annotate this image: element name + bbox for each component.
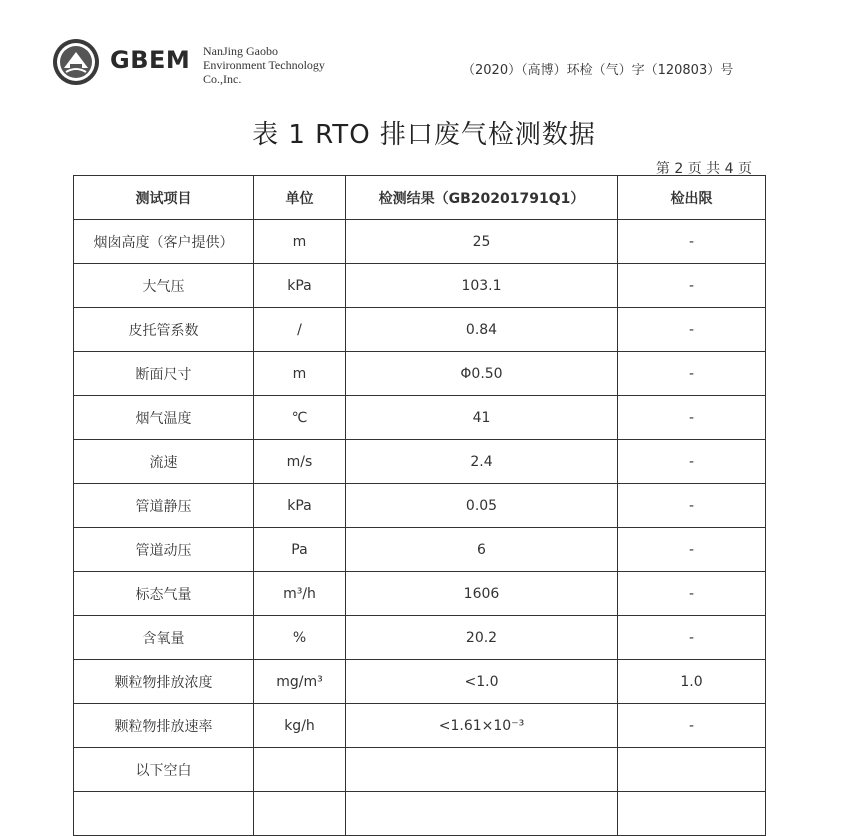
header-cell: 检测结果（GB20201791Q1） [346, 176, 618, 220]
table-cell: - [618, 352, 766, 396]
data-table [73, 175, 766, 836]
table-cell: <1.61×10⁻³ [346, 704, 618, 748]
table-cell: ℃ [254, 396, 346, 440]
table-cell: 2.4 [346, 440, 618, 484]
table-cell: / [254, 308, 346, 352]
header-cell: 测试项目 [74, 176, 254, 220]
table-cell [254, 792, 346, 836]
table-cell [618, 792, 766, 836]
table-cell: - [618, 572, 766, 616]
table-cell: - [618, 396, 766, 440]
table-cell [74, 792, 254, 836]
table-row [74, 484, 766, 528]
table-cell: 25 [346, 220, 618, 264]
company-line: NanJing Gaobo [203, 44, 278, 58]
table-row [74, 220, 766, 264]
table-cell: - [618, 528, 766, 572]
table-cell [618, 748, 766, 792]
brand-name: GBEM [110, 46, 191, 74]
table-cell: 1606 [346, 572, 618, 616]
table-row [74, 572, 766, 616]
table-cell: Pa [254, 528, 346, 572]
table-cell: 大气压 [74, 264, 254, 308]
table-row [74, 660, 766, 704]
table-cell: mg/m³ [254, 660, 346, 704]
table-row [74, 396, 766, 440]
table-cell: - [618, 440, 766, 484]
table-header-row [74, 176, 766, 220]
table-row [74, 616, 766, 660]
table-cell: 颗粒物排放速率 [74, 704, 254, 748]
table-cell: kPa [254, 264, 346, 308]
company-line: Environment Technology [203, 58, 325, 72]
table-cell: 103.1 [346, 264, 618, 308]
company-name [203, 44, 325, 86]
table-cell: 0.05 [346, 484, 618, 528]
table-cell: 管道静压 [74, 484, 254, 528]
table-cell: Φ0.50 [346, 352, 618, 396]
table-cell: - [618, 484, 766, 528]
table-row [74, 704, 766, 748]
table-cell: 烟囱高度（客户提供） [74, 220, 254, 264]
page-title: 表 1 RTO 排口废气检测数据 [252, 120, 596, 150]
table-cell: 管道动压 [74, 528, 254, 572]
table-cell [346, 748, 618, 792]
header-cell: 单位 [254, 176, 346, 220]
table-cell: 41 [346, 396, 618, 440]
header-cell: 检出限 [618, 176, 766, 220]
table-cell: 20.2 [346, 616, 618, 660]
table-cell: m³/h [254, 572, 346, 616]
document-number: （2020）（高博）环检（气）字（120803）号 [462, 63, 734, 78]
table-row [74, 792, 766, 836]
table-row [74, 352, 766, 396]
table-cell: - [618, 308, 766, 352]
table-cell: 断面尺寸 [74, 352, 254, 396]
table-cell: m [254, 220, 346, 264]
table-cell: 以下空白 [74, 748, 254, 792]
table-cell [254, 748, 346, 792]
table-cell: <1.0 [346, 660, 618, 704]
table-cell: 标态气量 [74, 572, 254, 616]
table-cell: 颗粒物排放浓度 [74, 660, 254, 704]
page-number: 第 2 页 共 4 页 [655, 161, 752, 177]
table-cell: 皮托管系数 [74, 308, 254, 352]
table-cell: - [618, 616, 766, 660]
table-cell: % [254, 616, 346, 660]
table-cell: - [618, 220, 766, 264]
table-row [74, 748, 766, 792]
company-line: Co.,Inc. [203, 72, 242, 86]
table-cell: m [254, 352, 346, 396]
table-cell: m/s [254, 440, 346, 484]
table-cell: kg/h [254, 704, 346, 748]
table-cell: - [618, 264, 766, 308]
table-cell: 1.0 [618, 660, 766, 704]
table-cell: kPa [254, 484, 346, 528]
table-cell: - [618, 704, 766, 748]
table-cell: 含氧量 [74, 616, 254, 660]
company-logo-icon [52, 38, 100, 86]
table-cell: 6 [346, 528, 618, 572]
table-row [74, 264, 766, 308]
table-cell: 烟气温度 [74, 396, 254, 440]
table-cell: 0.84 [346, 308, 618, 352]
table-row [74, 528, 766, 572]
table-row [74, 440, 766, 484]
table-cell [346, 792, 618, 836]
table-row [74, 308, 766, 352]
table-cell: 流速 [74, 440, 254, 484]
